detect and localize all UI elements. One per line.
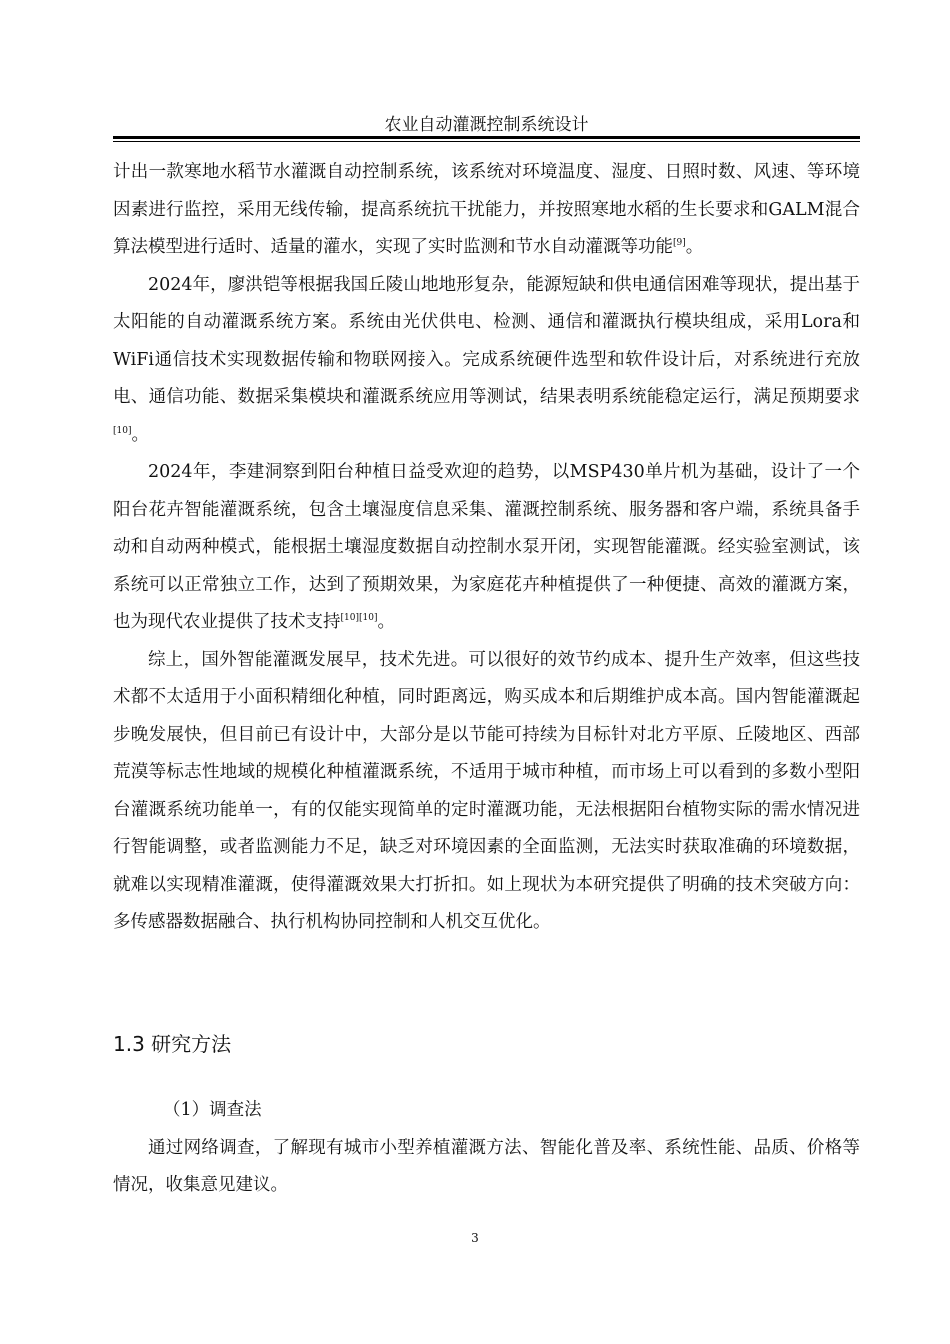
- citation-10-10[interactable]: [10][10]: [340, 613, 378, 624]
- paragraph-3-end: 。: [377, 612, 395, 632]
- paragraph-2: [113, 267, 860, 455]
- paragraph-4-text: 综上，国外智能灌溉发展早，技术先进。可以很好的效节约成本、提升生产效率，但这些技术都不太适用于小面积精细化种植，同时距离远，购买成本和后期维护成本高。国内智能灌溉起步晚发展快，但目前已有设计中，大部分是以节能可持续为目标针对北方平原、丘陵地区、西部荒漠等标志性地域的规模化种植灌溉系统，不适用于城市种植，而市场上可以看到的多数小型阳台灌溉系统功能单一，有的仅能实现简单的定时灌溉功能，无法根据阳台植物实际的需水情况进行智能调整，或者监测能力不足，缺乏对环境因素的全面监测，无法实时获取准确的环境数据，就难以实现精准灌溉，使得灌溉效果大打折扣。如上现状为本研究提供了明确的技术突破方向：多传感器数据融合、执行机构协同控制和人机交互优化。: [113, 649, 860, 932]
- paragraph-2-text: 2024年，廖洪铠等根据我国丘陵山地地形复杂，能源短缺和供电通信困难等现状，提出基于太阳能的自动灌溉系统方案。系统由光伏供电、检测、通信和灌溉执行模块组成，采用Lora和WiFi通信技术实现数据传输和物联网接入。完成系统硬件选型和软件设计后，对系统进行充放电、通信功能、数据采集模块和灌溉系统应用等测试，结果表明系统能稳定运行，满足预期要求: [113, 274, 860, 407]
- method-paragraph: 通过网络调查，了解现有城市小型养植灌溉方法、智能化普及率、系统性能、品质、价格等情况，收集意见建议。: [113, 1137, 860, 1195]
- paragraph-1-end: 。: [685, 237, 704, 257]
- running-header: 农业自动灌溉控制系统设计: [384, 115, 589, 135]
- paragraph-2-end: 。: [131, 424, 149, 445]
- section-heading: 1.3 研究方法: [113, 1032, 232, 1056]
- paragraph-3-text: 2024年，李建洞察到阳台种植日益受欢迎的趋势，以MSP430单片机为基础，设计了一个阳台花卉智能灌溉系统，包含土壤湿度信息采集、灌溉控制系统、服务器和客户端，系统具备手动和自动两种模式，能根据土壤湿度数据自动控制水泵开闭，实现智能灌溉。经实验室测试，该系统可以正常独立工作，达到了预期效果，为家庭花卉种植提供了一种便捷、高效的灌溉方案，也为现代农业提供了技术支持: [113, 462, 860, 632]
- paragraph-1: [113, 154, 860, 267]
- citation-10[interactable]: [10]: [113, 425, 132, 436]
- citation-9[interactable]: [9]: [673, 238, 686, 249]
- subsection-heading: （1）调查法: [163, 1100, 262, 1120]
- header-divider: [113, 136, 860, 142]
- page-number: 3: [471, 1231, 479, 1245]
- paragraph-1-text: 计出一款寒地水稻节水灌溉自动控制系统，该系统对环境温度、湿度、日照时数、风速、等环境因素进行监控，采用无线传输，提高系统抗干扰能力，并按照寒地水稻的生长要求和GALM混合算法模型进行适时、适量的灌水，实现了实时监测和节水自动灌溉等功能: [113, 162, 860, 257]
- main-text: [113, 154, 860, 942]
- method-section: [113, 1092, 860, 1205]
- paragraph-4: [113, 642, 860, 942]
- paragraph-3: [113, 454, 860, 642]
